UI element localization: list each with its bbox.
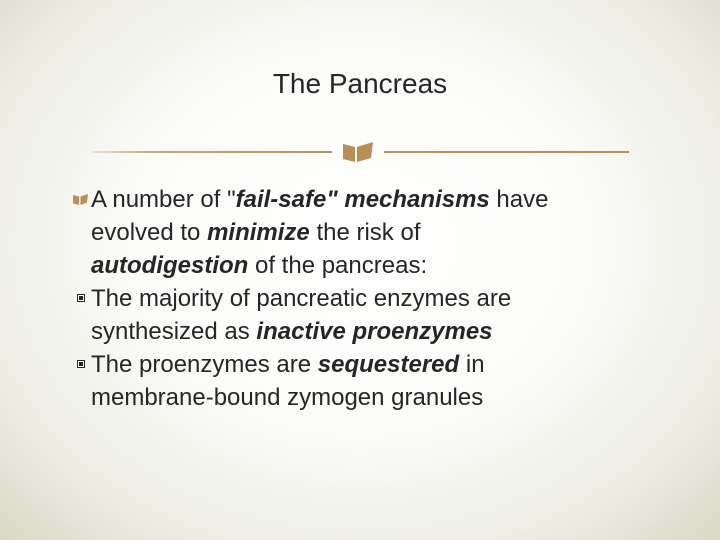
square-bullet-icon — [77, 294, 85, 305]
sub-bullet-1-text-2a: synthesized as — [91, 318, 257, 345]
sub-bullet-2-text-1a: The proenzymes are — [91, 351, 318, 378]
sub-bullet-2-text-1b: sequestered — [317, 351, 460, 378]
slide-title-text: The Pancreas — [272, 68, 448, 99]
sub-bullet-2-line-1 — [72, 348, 672, 381]
main-bullet-text-2a: evolved to — [91, 219, 208, 246]
main-bullet-text-1c: have — [489, 186, 549, 213]
main-bullet-text-2b: minimize — [207, 219, 310, 246]
main-bullet-line-3 — [72, 249, 672, 282]
main-bullet-line-2 — [72, 216, 672, 249]
sub-bullet-1-line-2 — [72, 315, 672, 348]
main-bullet-text-3c: of the pancreas: — [248, 252, 428, 279]
sub-bullet-1-text-1: The majority of pancreatic enzymes are — [91, 285, 512, 312]
main-bullet-text-3b: autodigestion — [91, 252, 249, 279]
main-bullet-line-1 — [72, 183, 672, 216]
sub-bullet-2-text-2: membrane-bound zymogen granules — [91, 384, 484, 411]
title-divider-right — [384, 151, 629, 153]
sub-bullet-1-line-1 — [72, 282, 672, 315]
open-book-icon — [340, 138, 378, 166]
body-content — [72, 183, 672, 414]
square-bullet-icon — [77, 360, 85, 371]
main-bullet-text-2c: the risk of — [309, 219, 421, 246]
sub-bullet-2-text-1c: in — [459, 351, 485, 378]
main-bullet-text-1a: A number of " — [91, 186, 236, 213]
book-bullet-icon — [72, 192, 89, 207]
sub-bullet-1-text-2b: inactive proenzymes — [256, 318, 493, 345]
slide-title — [0, 68, 720, 100]
title-divider-left — [92, 151, 332, 153]
main-bullet-text-1b: fail-safe" mechanisms — [235, 186, 490, 213]
sub-bullet-2-line-2 — [72, 381, 672, 414]
